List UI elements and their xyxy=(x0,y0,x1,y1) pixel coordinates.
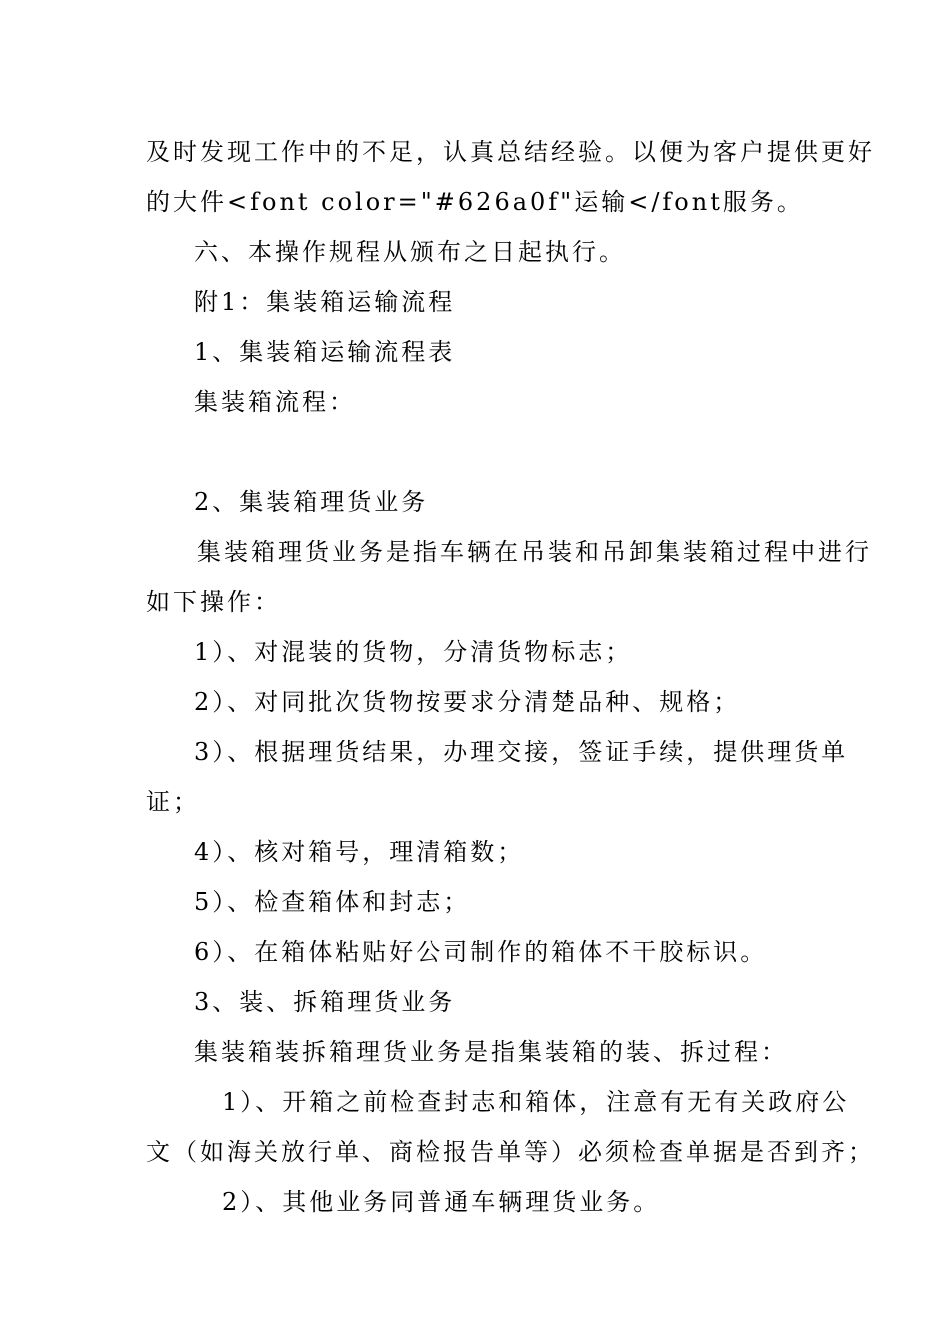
list-item: 4）、核对箱号，理清箱数； xyxy=(194,838,525,866)
paragraph-line: 集装箱理货业务是指车辆在吊装和吊卸集装箱过程中进行 xyxy=(197,538,872,566)
paragraph-line: 证； xyxy=(146,788,200,816)
paragraph-line: 集装箱装拆箱理货业务是指集装箱的装、拆过程： xyxy=(194,1038,788,1066)
paragraph-line: 如下操作： xyxy=(146,588,281,616)
appendix-heading: 附1：集装箱运输流程 xyxy=(194,288,456,316)
paragraph-line: 集装箱流程： xyxy=(194,388,356,416)
list-item: 1）、开箱之前检查封志和箱体，注意有无有关政府公 xyxy=(222,1088,850,1116)
paragraph-line: 的大件<font color="#626a0f"运输</font服务。 xyxy=(146,188,804,216)
list-item: 2）、对同批次货物按要求分清楚品种、规格； xyxy=(194,688,741,716)
section-heading: 1、集装箱运输流程表 xyxy=(194,338,456,366)
paragraph-line: 六、本操作规程从颁布之日起执行。 xyxy=(194,238,626,266)
paragraph-line: 及时发现工作中的不足，认真总结经验。以便为客户提供更好 xyxy=(146,138,875,166)
list-item: 3）、根据理货结果，办理交接，签证手续，提供理货单 xyxy=(194,738,849,766)
section-heading: 3、装、拆箱理货业务 xyxy=(194,988,456,1016)
list-item: 1）、对混装的货物，分清货物标志； xyxy=(194,638,633,666)
paragraph-line: 文（如海关放行单、商检报告单等）必须检查单据是否到齐； xyxy=(146,1138,875,1166)
list-item: 2）、其他业务同普通车辆理货业务。 xyxy=(222,1188,661,1216)
list-item: 5）、检查箱体和封志； xyxy=(194,888,471,916)
list-item: 6）、在箱体粘贴好公司制作的箱体不干胶标识。 xyxy=(194,938,768,966)
section-heading: 2、集装箱理货业务 xyxy=(194,488,429,516)
